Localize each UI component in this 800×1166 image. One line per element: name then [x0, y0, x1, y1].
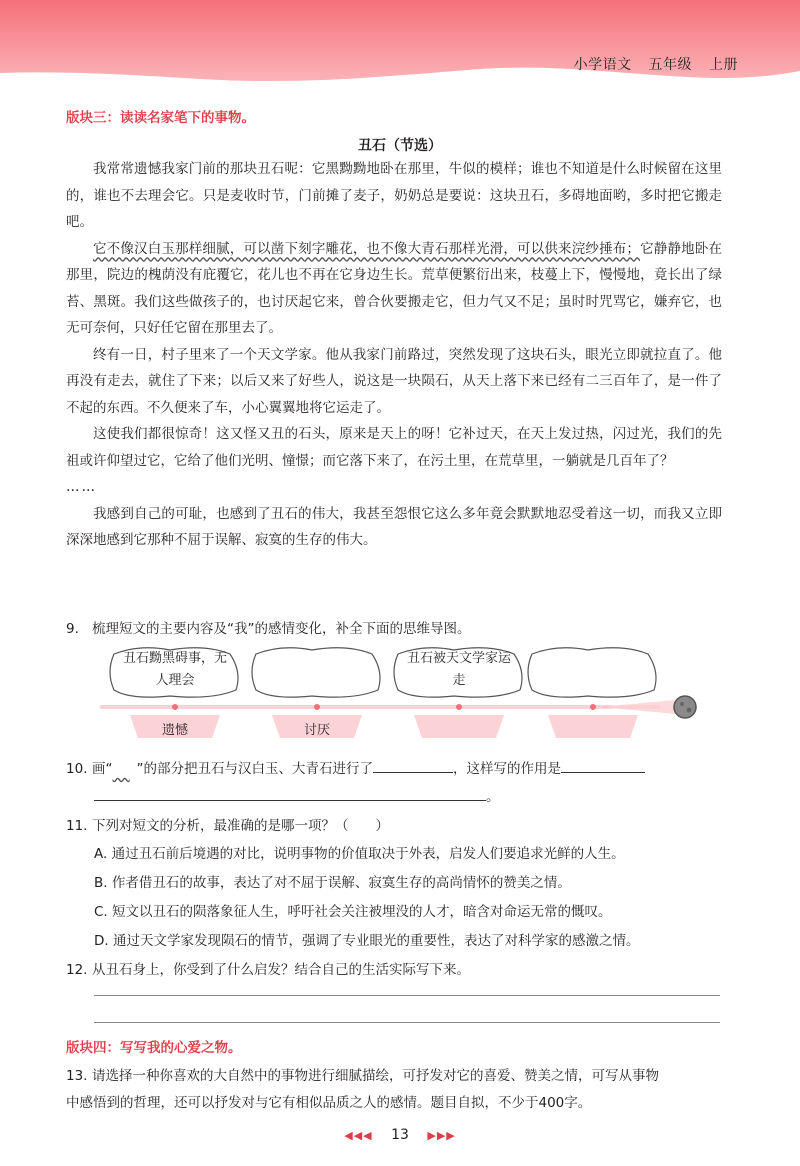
option-b[interactable]: B. 作者借丑石的故事，表达了对不屈于误解、寂寞生存的高尚情怀的赞美之情。: [94, 875, 571, 891]
question-13-line2: 中感悟到的哲理，还可以抒发对与它有相似品质之人的感情。题目自拟，不少于400字。: [66, 1095, 592, 1111]
question-10-line2: [94, 785, 754, 805]
answer-line[interactable]: [94, 1022, 720, 1023]
essay-paragraph: 我感到自己的可耻，也感到了丑石的伟大，我甚至怨恨它这么多年竟会默默地忍受着这一切，而我又立即深深地感到它那种不屈于误解、寂寞的生存的伟大。: [66, 505, 722, 548]
cloud-text-1: 丑石黝黑碍事，无人理会: [122, 651, 227, 688]
question-text: 请选择一种你喜欢的大自然中的事物进行细腻描绘，可抒发对它的喜爱、赞美之情，可写从事物: [92, 1068, 659, 1084]
feeling-label-1: 遗憾: [161, 723, 188, 738]
next-arrows-icon: ▶▶▶: [427, 1129, 456, 1142]
timeline-node: [590, 704, 596, 710]
section3-title: 版块三：读读名家笔下的事物。: [66, 110, 255, 126]
essay-passage: [66, 156, 722, 554]
option-d[interactable]: D. 通过天文学家发现陨石的情节，强调了专业眼光的重要性，表达了对科学家的感激之情。: [94, 933, 640, 949]
question-text: 下列对短文的分析，最准确的是哪一项？（ ）: [92, 818, 389, 834]
cloud-text-3: 丑石被天文学家运走: [406, 651, 511, 688]
mind-map: [100, 640, 720, 740]
question-text: 梳理短文的主要内容及“我”的感情变化，补全下面的思维导图。: [92, 621, 471, 637]
meteor-tail: [600, 700, 675, 714]
question-text: 画“: [92, 761, 113, 777]
grade-label: 五年级: [648, 57, 693, 73]
essay-paragraph: 终有一日，村子里来了一个天文学家。他从我家门前路过，突然发现了这块石头，眼光立即就拉直了。他再没有走去，就住了下来；以后又来了好些人，说这是一块陨石，从天上落下来已经有二三百年了，是一件了不起的东西。不久便来了车，小心翼翼地将它运走了。: [66, 346, 722, 416]
timeline-node: [172, 704, 178, 710]
feeling-tab-3: [414, 715, 504, 738]
question-number: 13.: [66, 1068, 88, 1084]
essay-paragraph: 我常常遗憾我家门前的那块丑石呢：它黑黝黝地卧在那里，牛似的模样；谁也不知道是什么时候留在这里的，谁也不去理会它。只是麦收时节，门前摊了麦子，奶奶总是要说：这块丑石，多碍地面哟，多时把它搬走吧。: [66, 161, 722, 230]
question-12: [66, 958, 726, 978]
cloud-box-2: [252, 648, 380, 697]
question-number: 9.: [66, 621, 79, 637]
essay-title: 丑石（节选）: [358, 138, 442, 154]
question-text: 从丑石身上，你受到了什么启发？结合自己的生活实际写下来。: [92, 962, 470, 978]
header-title: [562, 54, 738, 74]
prev-arrows-icon: ◀◀◀: [344, 1129, 373, 1142]
feeling-label-2: 讨厌: [303, 723, 330, 738]
option-a[interactable]: A. 通过丑石前后境遇的对比，说明事物的价值取决于外表，启发人们要追求光鲜的人生。: [94, 846, 625, 862]
option-c[interactable]: C. 短文以丑石的陨落象征人生，呼吁社会关注被埋没的人才，暗含对命运无常的慨叹。: [94, 904, 612, 920]
feeling-tab-4: [548, 715, 638, 738]
essay-paragraph-rest: 它静静地卧在那里，院边的槐荫没有庇覆它，花儿也不再在它身边生长。荒草便繁衍出来，枝蔓上下，慢慢地，竟长出了绿苔、黑斑。我们这些做孩子的，也讨厌起它来，曾合伙要搬走它，但力气又不足；虽时时咒骂它，嫌弃它，也无可奈何，只好任它留在那里去了。: [66, 240, 723, 336]
answer-blank[interactable]: [561, 758, 645, 773]
section4-title: 版块四：写写我的心爱之物。: [66, 1040, 242, 1056]
page-footer: [0, 1127, 800, 1143]
question-text: 。: [486, 789, 500, 805]
volume-label: 上册: [709, 57, 738, 73]
essay-paragraph: [66, 236, 722, 342]
subject-label: 小学语文: [573, 57, 632, 73]
wavy-line-sample: [113, 761, 137, 777]
header-banner: [0, 0, 800, 92]
timeline-node: [456, 704, 462, 710]
question-13: [66, 1064, 726, 1084]
question-9: [66, 617, 726, 637]
cloud-box-4: [528, 648, 656, 697]
answer-line[interactable]: [94, 995, 720, 996]
question-number: 10.: [66, 761, 88, 777]
question-11: [66, 814, 726, 834]
question-number: 11.: [66, 818, 88, 834]
timeline-node: [314, 704, 320, 710]
question-text: ”的部分把丑石与汉白玉、大青石进行了: [136, 761, 373, 777]
wavy-underlined-text: 它不像汉白玉那样细腻，可以凿下刻字雕花，也不像大青石那样光滑，可以供来浣纱捶布；: [93, 240, 640, 257]
meteor-icon: [674, 696, 696, 718]
answer-blank[interactable]: [94, 786, 486, 801]
essay-paragraph: 这使我们都很惊奇！这又怪又丑的石头，原来是天上的呀！它补过天，在天上发过热，闪过光，我们的先祖或许仰望过它，它给了他们光明、憧憬；而它落下来了，在污土里，在荒草里，一躺就是几百年了？: [66, 426, 722, 469]
answer-blank[interactable]: [373, 758, 453, 773]
question-number: 12.: [66, 962, 88, 978]
question-10: [66, 757, 726, 777]
page-number: 13: [391, 1127, 409, 1143]
question-text: ，这样写的作用是: [453, 761, 561, 777]
ellipsis: ……: [66, 479, 97, 495]
